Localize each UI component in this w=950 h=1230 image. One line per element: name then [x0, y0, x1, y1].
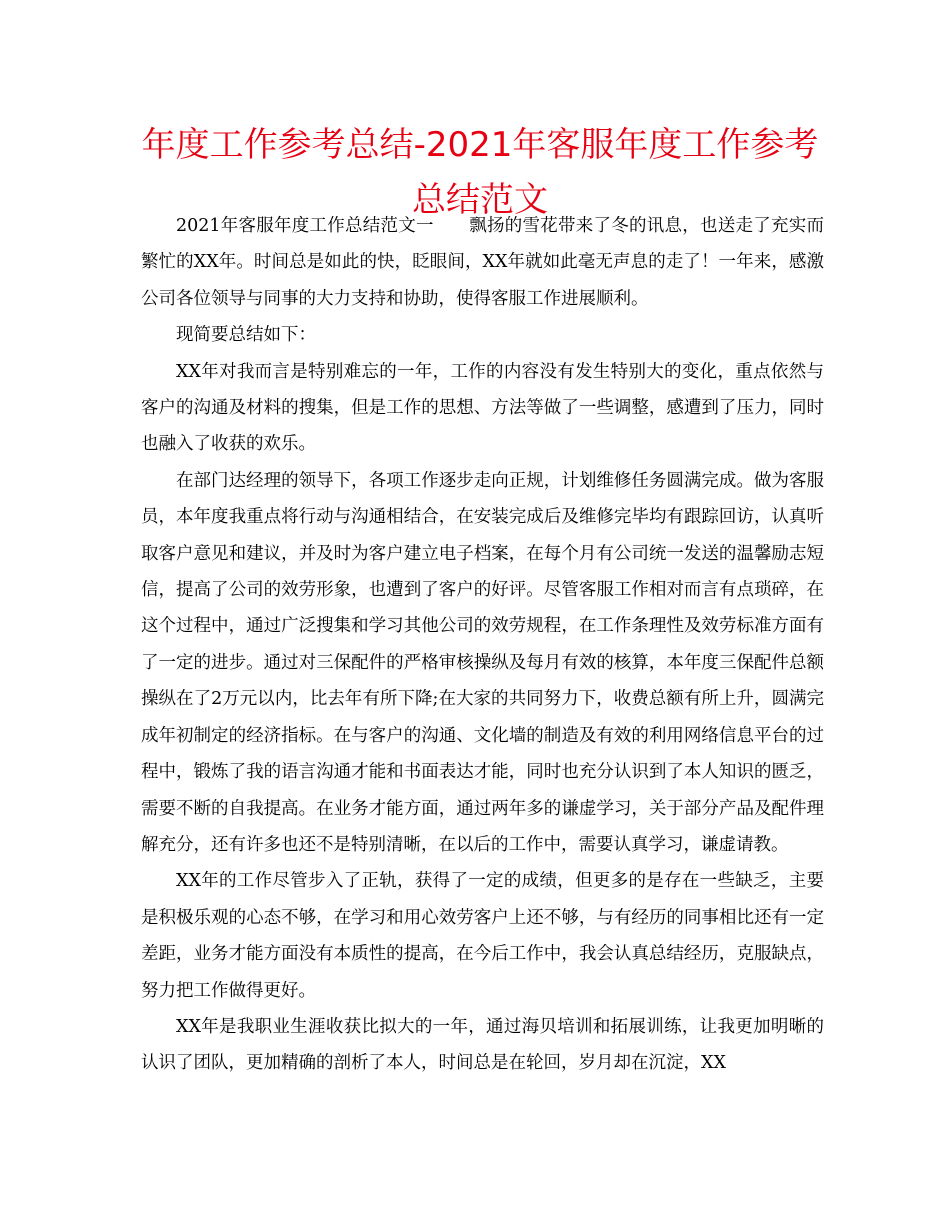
paragraph-summary-lead: 现简要总结如下：: [176, 325, 316, 346]
paragraph-work-details: 在部门达经理的领导下，各项工作逐步走向正规，计划维修任务圆满完成。做为客服员，本年度我重点将行动与沟通相结合，在安装完成后及维修完毕均有跟踪回访，认真听取客户意见和建议，并及时为客户建立电子档案，在每个月有公司统一发送的温馨励志短信，提高了公司的效劳形象，也遭到了客户的好评。尽管客服工作相对而言有点琐碎，在这个过程中，通过广泛搜集和学习其他公司的效劳规程，在工作条理性及效劳标准方面有了一定的进步。通过对三保配件的严格审核操纵及每月有效的核算，本年度三保配件总额操纵在了2万元以内，比去年有所下降;在大家的共同努力下，收费总额有所上升，圆满完成年初制定的经济指标。在与客户的沟通、文化墙的制造及有效的利用网络信息平台的过程中，锻炼了我的语言沟通才能和书面表达才能，同时也充分认识到了本人知识的匮乏，需要不断的自我提高。在业务才能方面，通过两年多的谦虚学习，关于部分产品及配件理解充分，还有许多也还不是特别清晰，在以后的工作中，需要认真学习，谦虚请教。: [141, 470, 824, 855]
paragraph-career-growth: XX年是我职业生涯收获比拟大的一年，通过海贝培训和拓展训练，让我更加明晰的认识了团队，更加精确的剖析了本人，时间总是在轮回，岁月却在沉淀，XX: [141, 1016, 824, 1074]
paragraph-year-overview: XX年对我而言是特别难忘的一年，工作的内容没有发生特别大的变化，重点依然与客户的沟通及材料的搜集，但是工作的思想、方法等做了一些调整，感遭到了压力，同时也融入了收获的欢乐。: [141, 361, 824, 455]
document-body: [141, 208, 824, 1082]
document-title: 年度工作参考总结-2021年客服年度工作参考总结范文: [141, 125, 819, 220]
paragraph-shortcomings: XX年的工作尽管步入了正轨，获得了一定的成绩，但更多的是存在一些缺乏，主要是积极乐观的心态不够，在学习和用心效劳客户上还不够，与有经历的同事相比还有一定差距，业务才能方面没有本质性的提高，在今后工作中，我会认真总结经历，克服缺点，努力把工作做得更好。: [141, 871, 824, 1001]
paragraph-intro: 2021年客服年度工作总结范文一 飘扬的雪花带来了冬的讯息，也送走了充实而繁忙的XX年。时间总是如此的快，眨眼间，XX年就如此毫无声息的走了！一年来，感激公司各位领导与同事的大力支持和协助，使得客服工作进展顺利。: [141, 216, 824, 309]
